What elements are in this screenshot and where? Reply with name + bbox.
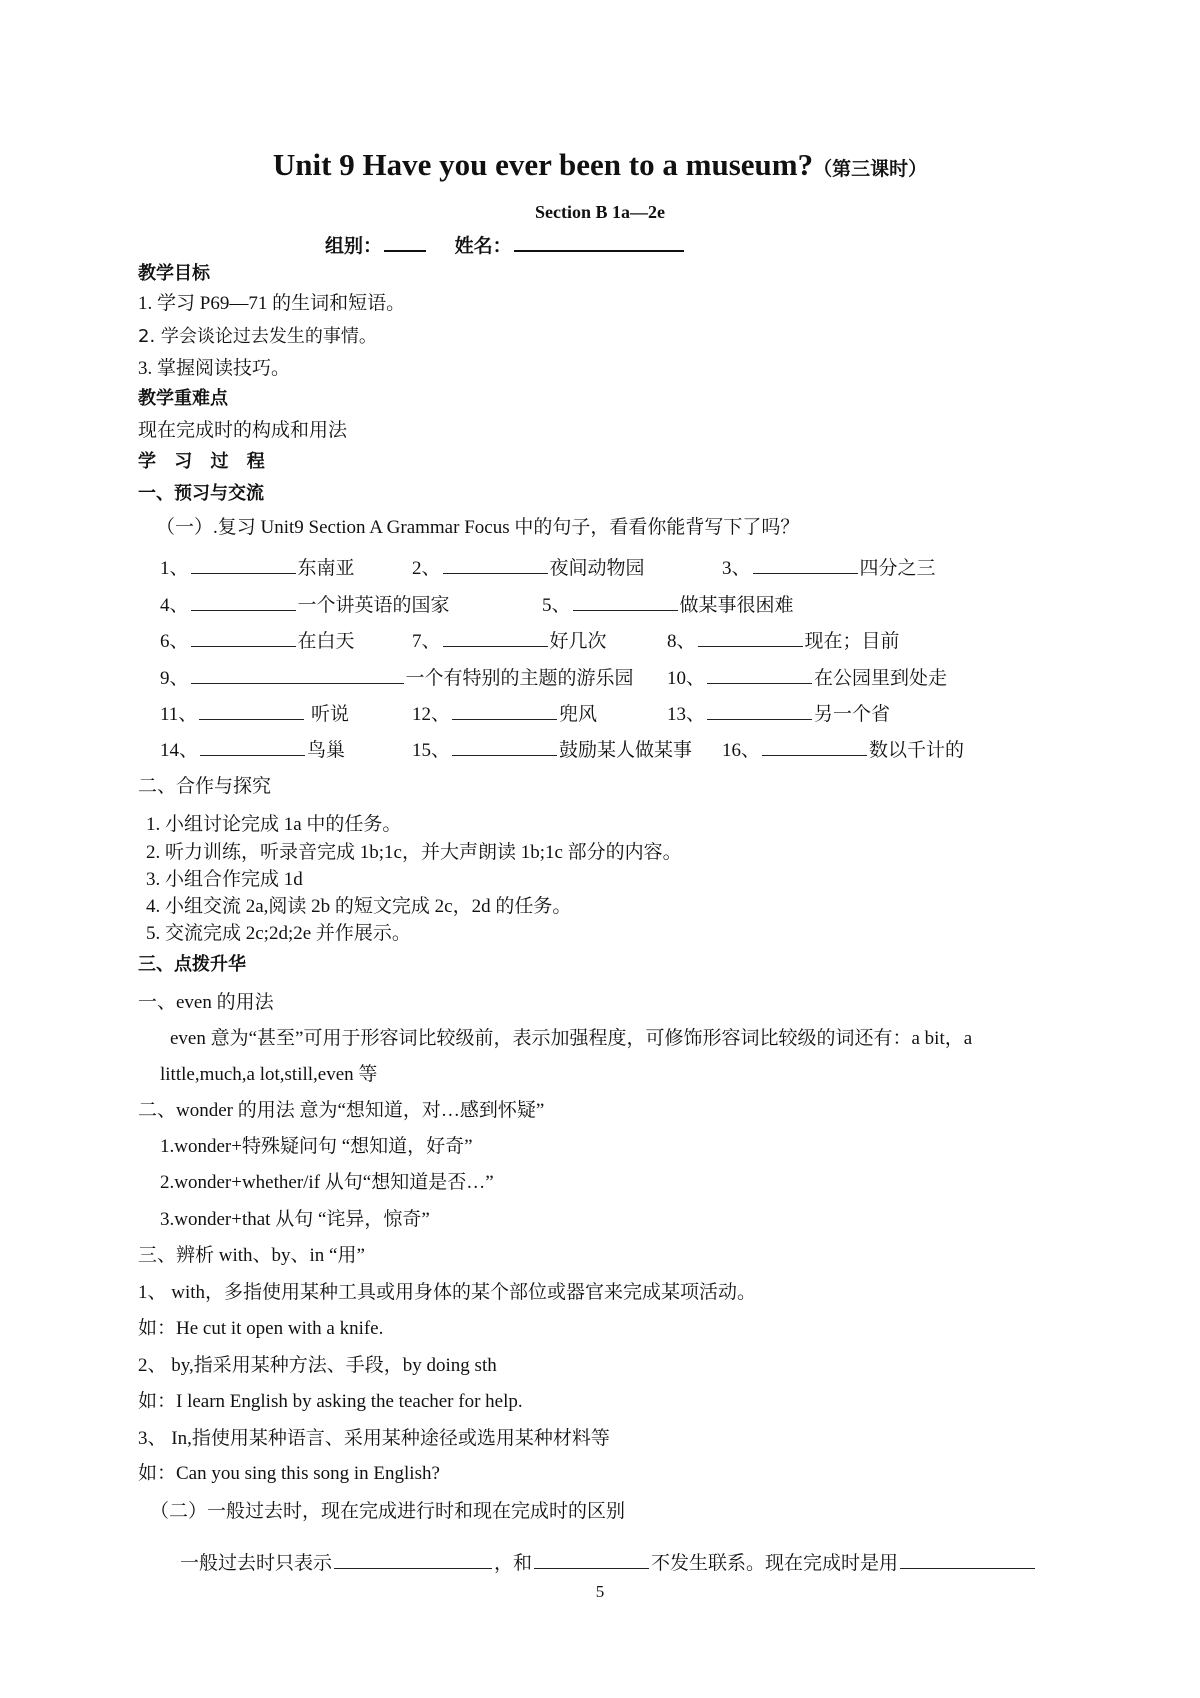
item-label: 听说 <box>306 704 350 725</box>
name-label: 姓名： <box>454 235 512 257</box>
item-number: 3、 <box>722 558 751 579</box>
wonder-heading: 二、wonder 的用法 意为“想知道，对…感到怀疑” <box>138 1100 545 1121</box>
fill-in-item <box>160 665 634 691</box>
item-label: 夜间动物园 <box>549 558 645 579</box>
key-heading: 教学重难点 <box>138 388 228 409</box>
fill-in-item <box>667 701 890 727</box>
part2-item: 2. 听力训练，听录音完成 1b;1c，并大声朗读 1b;1c 部分的内容。 <box>146 842 682 863</box>
item-label: 兜风 <box>559 704 598 725</box>
item-number: 15、 <box>412 740 451 761</box>
wonder-item: 1.wonder+特殊疑问句 “想知道，好奇” <box>160 1136 473 1157</box>
goals-heading: 教学目标 <box>138 263 210 284</box>
part2-heading: 二、合作与探究 <box>138 776 272 797</box>
wonder-item: 2.wonder+whether/if 从句“想知道是否…” <box>160 1172 494 1193</box>
group-blank[interactable] <box>384 232 426 252</box>
item-label: 东南亚 <box>297 558 355 579</box>
example-line: 如：He cut it open with a knife. <box>138 1318 384 1339</box>
item-label: 鸟巢 <box>307 740 346 761</box>
part4-heading: （二）一般过去时，现在完成进行时和现在完成时的区别 <box>150 1501 626 1522</box>
answer-blank[interactable] <box>900 1550 1035 1569</box>
fill-in-item <box>412 555 645 581</box>
item-label: 数以千计的 <box>869 740 965 761</box>
item-number: 13、 <box>667 704 706 725</box>
even-line: even 意为“甚至”可用于形容词比较级前，表示加强程度，可修饰形容词比较级的词还有：a bit，a <box>170 1028 973 1049</box>
part3-heading: 三、点拨升华 <box>138 954 246 975</box>
fill-in-item <box>667 628 900 654</box>
usage-line: 3、 In,指使用某种语言、采用某种途径或选用某种材料等 <box>138 1428 610 1449</box>
part1-heading: 一、预习与交流 <box>138 483 264 504</box>
item-number: 6、 <box>160 631 189 652</box>
fill-in-item <box>542 592 794 618</box>
answer-blank[interactable] <box>698 628 803 647</box>
item-number: 14、 <box>160 740 199 761</box>
answer-blank[interactable] <box>191 592 296 611</box>
text-segment: 不发生联系。现在完成时是用 <box>651 1553 899 1574</box>
even-line: little,much,a lot,still,even 等 <box>160 1064 378 1085</box>
with-by-in-heading: 三、辨析 with、by、in “用” <box>138 1245 365 1266</box>
fill-in-item <box>160 555 355 581</box>
answer-blank[interactable] <box>199 701 304 720</box>
answer-blank[interactable] <box>753 555 858 574</box>
item-label: 在白天 <box>297 631 355 652</box>
item-number: 9、 <box>160 668 189 689</box>
part2-item: 1. 小组讨论完成 1a 中的任务。 <box>146 814 402 835</box>
item-number: 16、 <box>722 740 761 761</box>
usage-line: 2、 by,指采用某种方法、手段，by doing sth <box>138 1355 497 1376</box>
item-number: 12、 <box>412 704 451 725</box>
answer-blank[interactable] <box>443 555 548 574</box>
item-number: 4、 <box>160 595 189 616</box>
group-label: 组别： <box>325 235 383 257</box>
item-label: 做某事很困难 <box>679 595 794 616</box>
lesson-label: （第三课时） <box>813 158 928 180</box>
item-number: 1、 <box>160 558 189 579</box>
page-number: 5 <box>595 1582 605 1601</box>
text-segment: 一般过去时只表示 <box>180 1553 333 1574</box>
answer-blank[interactable] <box>191 555 296 574</box>
item-number: 2、 <box>412 558 441 579</box>
answer-blank[interactable] <box>191 665 404 684</box>
fill-in-item <box>412 701 597 727</box>
fill-in-item <box>160 592 450 618</box>
title-text: Unit 9 Have you ever been to a museum? <box>272 147 814 182</box>
key-text: 现在完成时的构成和用法 <box>138 420 348 441</box>
example-line: 如：I learn English by asking the teacher for help. <box>138 1391 523 1412</box>
item-number: 11、 <box>160 704 198 725</box>
goal-item: 3. 掌握阅读技巧。 <box>138 358 291 379</box>
fill-in-item <box>722 555 936 581</box>
item-number: 10、 <box>667 668 706 689</box>
answer-blank[interactable] <box>534 1550 649 1569</box>
answer-blank[interactable] <box>452 701 557 720</box>
usage-line: 1、 with，多指使用某种工具或用身体的某个部位或器官来完成某项活动。 <box>138 1282 757 1303</box>
item-number: 8、 <box>667 631 696 652</box>
answer-blank[interactable] <box>573 592 678 611</box>
even-heading: 一、even 的用法 <box>138 992 274 1013</box>
fill-in-item <box>160 628 355 654</box>
example-line: 如：Can you sing this song in English? <box>138 1463 440 1484</box>
name-blank[interactable] <box>514 232 684 252</box>
item-label: 鼓励某人做某事 <box>559 740 693 761</box>
part4-line <box>180 1550 1037 1576</box>
item-label: 四分之三 <box>859 558 936 579</box>
answer-blank[interactable] <box>762 737 867 756</box>
answer-blank[interactable] <box>191 628 296 647</box>
item-label: 一个有特别的主题的游乐园 <box>405 668 634 689</box>
item-number: 5、 <box>542 595 571 616</box>
goal-item: 1. 学习 P69—71 的生词和短语。 <box>138 293 406 314</box>
part2-item: 5. 交流完成 2c;2d;2e 并作展示。 <box>146 923 411 944</box>
item-label: 一个讲英语的国家 <box>297 595 450 616</box>
name-fields <box>325 232 686 258</box>
subtitle: Section B 1a—2e <box>535 202 665 222</box>
item-label: 好几次 <box>549 631 607 652</box>
fill-in-item <box>160 701 349 727</box>
process-heading: 学 习 过 程 <box>138 451 271 472</box>
answer-blank[interactable] <box>443 628 548 647</box>
part2-item: 3. 小组合作完成 1d <box>146 869 303 890</box>
item-label: 另一个省 <box>814 704 891 725</box>
fill-in-item <box>412 628 607 654</box>
text-segment: ，和 <box>494 1553 533 1574</box>
part2-item: 4. 小组交流 2a,阅读 2b 的短文完成 2c，2d 的任务。 <box>146 896 572 917</box>
fill-in-item <box>412 737 692 763</box>
part1-intro: （一）.复习 Unit9 Section A Grammar Focus 中的句子，看看你能背写下了吗？ <box>156 517 800 538</box>
item-label: 在公园里到处走 <box>814 668 948 689</box>
fill-in-item <box>722 737 964 763</box>
answer-blank[interactable] <box>334 1550 492 1569</box>
item-number: 7、 <box>412 631 441 652</box>
answer-blank[interactable] <box>452 737 557 756</box>
answer-blank[interactable] <box>707 665 812 684</box>
fill-in-item <box>667 665 947 691</box>
answer-blank[interactable] <box>707 701 812 720</box>
wonder-item: 3.wonder+that 从句 “诧异，惊奇” <box>160 1209 430 1230</box>
answer-blank[interactable] <box>200 737 305 756</box>
goal-item: 2. 学会谈论过去发生的事情。 <box>138 326 377 347</box>
page-title <box>0 145 1200 189</box>
item-label: 现在；目前 <box>804 631 900 652</box>
fill-in-item <box>160 737 345 763</box>
